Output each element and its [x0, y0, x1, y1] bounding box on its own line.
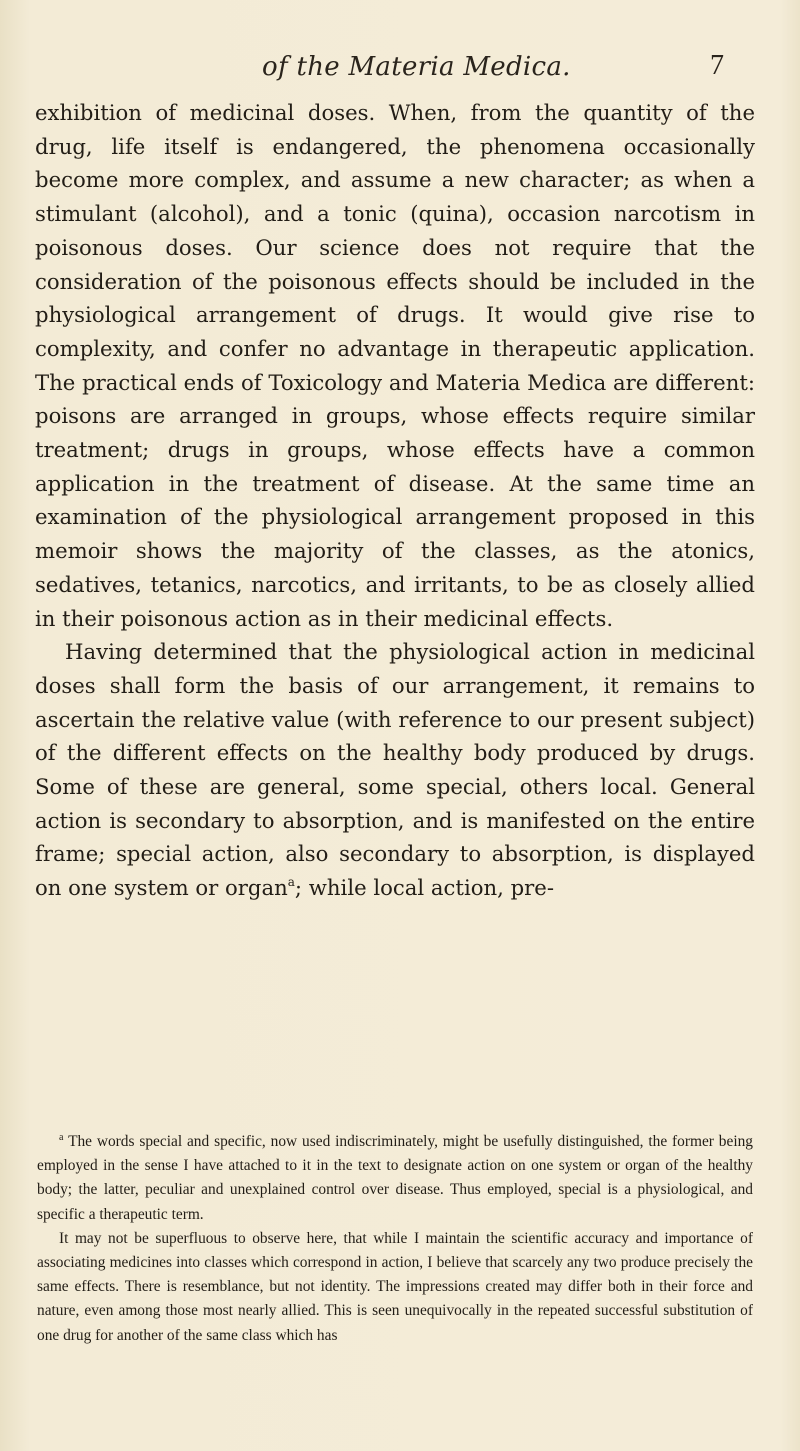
paragraph-2-continuation: ; while local action, pre-	[294, 875, 554, 901]
main-text	[35, 96, 755, 905]
paragraph-2-text: Having determined that the physiological action in medicinal doses shall form the basis of our arrangement, it remains to ascertain the relative value (with reference to our present subject) of the different effects on the healthy body produced by drugs. Some of these are general, some special, others local. General action is secondary to absorption, and is manifested on the entire frame; special action, also secondary to absorption, is displayed on one system or organ	[35, 639, 755, 901]
page-header	[0, 52, 800, 92]
footnote-reference: a	[287, 875, 295, 890]
footnote-continuation: It may not be superfluous to observe here, that while I maintain the scientific accuracy and importance of associating medicines into classes which correspond in action, I believe that scarcely any two produce precisely the same effects. There is resemblance, but not identity. The impressions created may differ both in their force and nature, even among those most nearly allied. This is seen unequivocally in the repeated successful substitution of one drug for another of the same class which has	[37, 1229, 753, 1344]
footnote-a	[37, 1130, 753, 1227]
footnotes	[37, 1130, 753, 1348]
paragraph-1: exhibition of medicinal doses. When, from the quantity of the drug, life itself is endangered, the phenomena occasionally become more complex, and assume a new character; as when a stimulant (alcohol), and a tonic (quina), occasion narcotism in poisonous doses. Our science does not require that the consideration of the poisonous effects should be included in the physiological arrangement of drugs. It would give rise to complexity, and confer no advantage in therapeutic application. The practical ends of Toxicology and Materia Medica are different: poisons are arranged in groups, whose effects require similar treatment; drugs in groups, whose effects have a common application in the treatment of disease. At the same time an examination of the physiological arrangement proposed in this memoir shows the majority of the classes, as the atonics, sedatives, tetanics, narcotics, and irritants, to be as closely allied in their poisonous action as in their medicinal effects.	[35, 100, 755, 631]
page-number: 7	[710, 50, 724, 81]
running-title: of the Materia Medica.	[262, 52, 571, 82]
paragraph-2	[35, 635, 755, 905]
footnote-marker: a	[59, 1132, 64, 1143]
footnote-a-text: The words special and specific, now used indiscriminately, might be usefully distinguished, the former being employed in the sense I have attached to it in the text to designate action on one system or organ of the healthy body; the latter, peculiar and unexplained control over disease. Thus employed, special is a physiological, and specific a therapeutic term.	[37, 1133, 753, 1223]
